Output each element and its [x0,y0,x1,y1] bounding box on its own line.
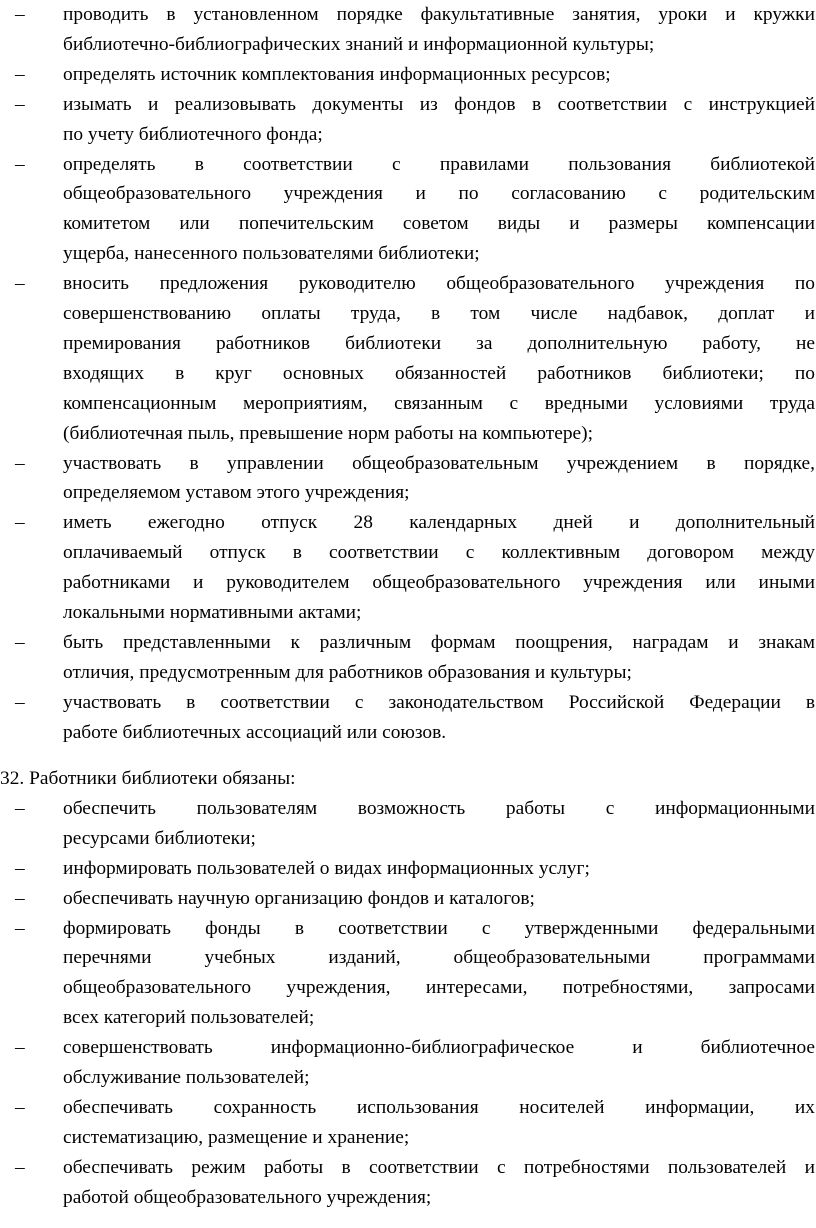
list-item-text-line: иметь ежегодно отпуск 28 календарных дней и дополнительный [63,512,815,534]
list-item [0,914,816,1034]
list-item-text-line: работой общеобразовательного учреждения; [63,1186,432,1208]
bullet-dash: – [15,798,25,819]
bullet-dash: – [15,1156,25,1178]
list-item [0,688,816,748]
list-item-text-line: оплачиваемый отпуск в соответствии с коллективным договором между [63,542,815,564]
bullet-dash: – [15,887,25,909]
list-item-text-line: локальными нормативными актами; [63,601,362,623]
list-item-text-line: быть представленными к различным формам поощрения, наградам и знакам [63,631,815,653]
list-item-text-line: библиотечно-библиографических знаний и информационной культуры; [63,33,655,55]
list-item-text-line: общеобразовательного учреждения и по согласованию с родительским [63,183,815,205]
list-item [0,794,816,854]
list-item [0,150,816,270]
list-item-text-line: обслуживание пользователей; [63,1067,310,1089]
list-item-text-line: систематизацию, размещение и хранение; [63,1126,410,1148]
list-item [0,1153,816,1213]
list-item [0,269,816,448]
bullet-dash: – [15,1097,25,1118]
list-item [0,884,816,914]
list-item-text-line: формировать фонды в соответствии с утвержденными федеральными [63,917,815,939]
bullet-dash: – [15,273,25,295]
bullet-dash: – [15,512,25,534]
list-item [0,1033,816,1093]
list-item-text-line: определяемом уставом этого учреждения; [63,482,410,504]
bullet-dash: – [15,917,25,939]
list-item-text-line: компенсационным мероприятиям, связанным с вредными условиями труда [63,392,815,414]
list-item [0,449,816,509]
list-item [0,1093,816,1153]
list-item-text-line: обеспечивать научную организацию фондов и каталогов; [63,887,535,909]
list-item-text-line: общеобразовательного учреждения, интересами, потребностями, запросами [63,977,815,999]
bullet-dash: – [15,63,25,85]
list-item-text-line: по учету библиотечного фонда; [63,123,323,145]
list-item-text-line: изымать и реализовывать документы из фондов в соответствии с инструкцией [63,93,815,115]
list-item-text-line: участвовать в соответствии с законодательством Российской Федерации в [63,691,815,713]
list-item-text-line: совершенствованию оплаты труда, в том числе надбавок, доплат и [63,302,815,324]
list-item-text-line: работе библиотечных ассоциаций или союзов. [63,721,447,743]
bullet-dash: – [15,1037,25,1059]
list-item [0,0,816,60]
list-item-text-line: (библиотечная пыль, превышение норм работы на компьютере); [63,422,593,444]
list-item-text-line: отличия, предусмотренным для работников образования и культуры; [63,661,632,683]
list-item-text-line: определять в соответствии с правилами пользования библиотекой [63,153,815,175]
list-item-text-line: комитетом или попечительским советом виды и размеры компенсации [63,213,815,235]
bullet-dash: – [15,452,25,474]
list-item-text-line: участвовать в управлении общеобразовательным учреждением в порядке, [63,452,815,474]
list-item-text-line: обеспечивать режим работы в соответствии с потребностями пользователей и [63,1156,815,1178]
section-heading: 32. Работники библиотеки обязаны: [0,768,296,789]
list-item [0,60,816,90]
bullet-dash: – [15,4,25,25]
bullet-dash: – [15,93,25,115]
bullet-dash: – [15,691,25,713]
list-item-text-line: ущерба, нанесенного пользователями библиотеки; [63,243,480,265]
list-item-text-line: вносить предложения руководителю общеобразовательного учреждения по [63,273,815,295]
bullet-dash: – [15,153,25,175]
list-item [0,628,816,688]
list-item [0,508,816,628]
list-item [0,854,816,884]
list-item-text-line: определять источник комплектования информационных ресурсов; [63,63,611,85]
list-item-text-line: проводить в установленном порядке факультативные занятия, уроки и кружки [63,4,815,25]
list-item [0,90,816,150]
list-item-text-line: обеспечивать сохранность использования носителей информации, их [63,1097,815,1118]
list-item-text-line: входящих в круг основных обязанностей работников библиотеки; по [63,362,815,384]
list-item-text-line: работниками и руководителем общеобразовательного учреждения или иными [63,572,815,594]
list-item-text-line: премирования работников библиотеки за дополнительную работу, не [63,332,815,354]
bullet-dash: – [15,631,25,653]
list-item-text-line: перечнями учебных изданий, общеобразовательными программами [63,947,815,969]
list-item-text-line: ресурсами библиотеки; [63,827,256,849]
bullet-dash: – [15,857,25,879]
list-item-text-line: совершенствовать информационно-библиографическое и библиотечное [63,1037,815,1059]
list-item-text-line: информировать пользователей о видах информационных услуг; [63,857,590,879]
list-item-text-line: обеспечить пользователям возможность работы с информационными [63,798,815,819]
list-item-text-line: всех категорий пользователей; [63,1007,315,1029]
